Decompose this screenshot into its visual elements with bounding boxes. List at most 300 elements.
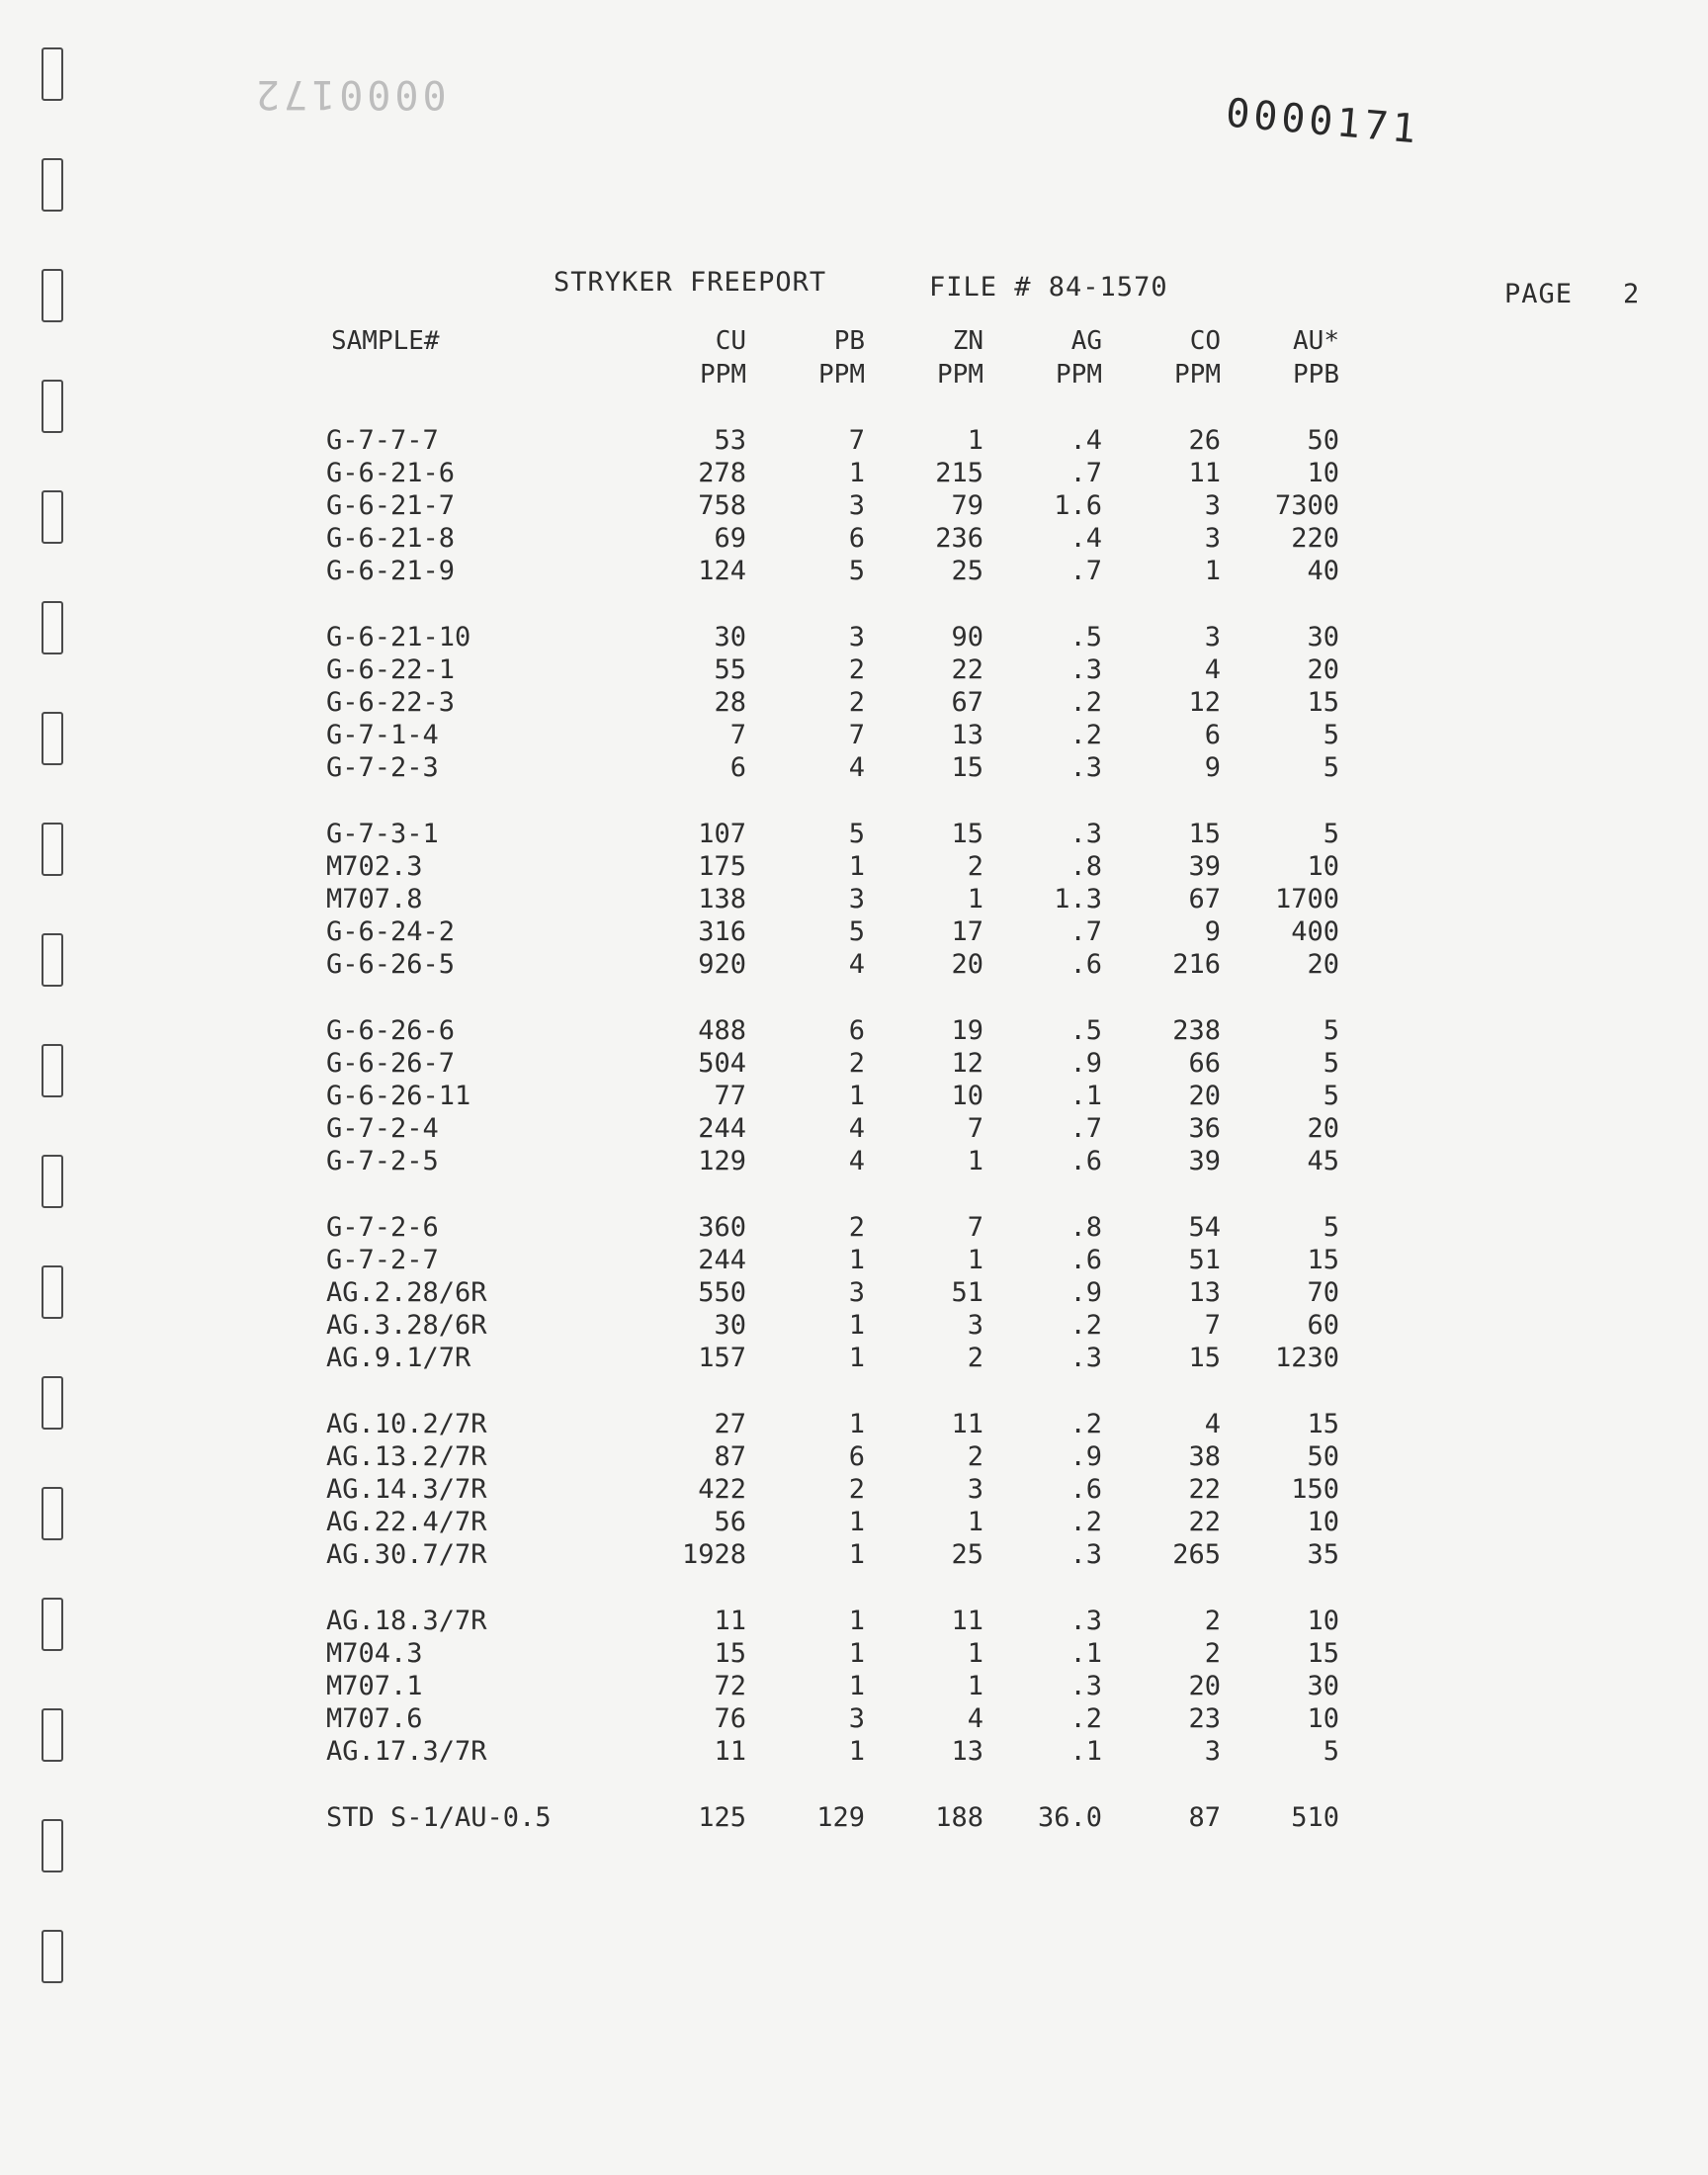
cell-pb: 1 <box>848 1671 865 1701</box>
cell-co: 20 <box>1188 1671 1221 1701</box>
cell-cu: 125 <box>698 1802 746 1833</box>
table-row <box>0 458 1708 489</box>
cell-cu: 1928 <box>681 1539 746 1570</box>
cell-sample: M707.8 <box>326 884 423 914</box>
cell-au: 5 <box>1323 1736 1339 1767</box>
cell-pb: 7 <box>848 720 865 750</box>
cell-ag: .2 <box>1069 1409 1102 1439</box>
table-row <box>0 1703 1708 1735</box>
table-row <box>0 654 1708 686</box>
table-row <box>0 949 1708 981</box>
cell-pb: 2 <box>848 654 865 685</box>
cell-co: 54 <box>1188 1212 1221 1243</box>
cell-au: 400 <box>1291 916 1339 947</box>
cell-pb: 1 <box>848 1606 865 1636</box>
cell-sample: M702.3 <box>326 851 423 882</box>
cell-co: 4 <box>1204 654 1221 685</box>
table-row <box>0 1113 1708 1145</box>
column-header-label: CO <box>1189 326 1221 356</box>
cell-co: 38 <box>1188 1441 1221 1472</box>
cell-sample: AG.9.1/7R <box>326 1343 471 1373</box>
cell-au: 30 <box>1307 1671 1339 1701</box>
cell-zn: 1 <box>967 1638 983 1669</box>
cell-zn: 188 <box>935 1802 983 1833</box>
column-header-unit: PPM <box>937 360 983 390</box>
cell-pb: 4 <box>848 752 865 783</box>
cell-zn: 2 <box>967 1343 983 1373</box>
cell-ag: .6 <box>1069 1474 1102 1505</box>
cell-zn: 2 <box>967 851 983 882</box>
cell-sample: G-7-7-7 <box>326 425 439 456</box>
cell-ag: .3 <box>1069 752 1102 783</box>
table-row <box>0 1146 1708 1177</box>
cell-co: 265 <box>1172 1539 1221 1570</box>
cell-sample: AG.18.3/7R <box>326 1606 487 1636</box>
cell-sample: AG.14.3/7R <box>326 1474 487 1505</box>
cell-ag: .2 <box>1069 1310 1102 1341</box>
cell-ag: .5 <box>1069 622 1102 652</box>
cell-au: 5 <box>1323 1212 1339 1243</box>
column-header-label: PB <box>833 326 865 356</box>
table-row <box>0 819 1708 850</box>
cell-au: 50 <box>1307 425 1339 456</box>
cell-sample: G-7-3-1 <box>326 819 439 849</box>
cell-co: 22 <box>1188 1507 1221 1537</box>
cell-ag: .1 <box>1069 1638 1102 1669</box>
cell-au: 220 <box>1291 523 1339 554</box>
cell-au: 5 <box>1323 1048 1339 1079</box>
cell-cu: 758 <box>698 490 746 521</box>
cell-co: 39 <box>1188 1146 1221 1176</box>
cell-ag: .7 <box>1069 916 1102 947</box>
cell-ag: .3 <box>1069 1671 1102 1701</box>
cell-co: 3 <box>1204 622 1221 652</box>
cell-co: 15 <box>1188 819 1221 849</box>
cell-cu: 55 <box>714 654 746 685</box>
cell-co: 1 <box>1204 556 1221 586</box>
cell-co: 67 <box>1188 884 1221 914</box>
cell-co: 36 <box>1188 1113 1221 1144</box>
cell-sample: G-6-21-9 <box>326 556 456 586</box>
cell-pb: 1 <box>848 1507 865 1537</box>
cell-sample: AG.3.28/6R <box>326 1310 487 1341</box>
cell-au: 5 <box>1323 1015 1339 1046</box>
cell-zn: 25 <box>951 1539 983 1570</box>
cell-cu: 504 <box>698 1048 746 1079</box>
bleed-through-stamp: 0000172 <box>252 71 447 117</box>
cell-sample: AG.10.2/7R <box>326 1409 487 1439</box>
cell-sample: G-6-21-10 <box>326 622 471 652</box>
cell-co: 2 <box>1204 1606 1221 1636</box>
table-row <box>0 752 1708 784</box>
cell-pb: 2 <box>848 687 865 718</box>
cell-pb: 1 <box>848 1081 865 1111</box>
cell-pb: 3 <box>848 1703 865 1734</box>
column-header-label: AG <box>1070 326 1102 356</box>
cell-sample: M704.3 <box>326 1638 423 1669</box>
cell-au: 5 <box>1323 819 1339 849</box>
table-row <box>0 1212 1708 1244</box>
cell-sample: AG.17.3/7R <box>326 1736 487 1767</box>
cell-ag: .8 <box>1069 1212 1102 1243</box>
cell-co: 9 <box>1204 916 1221 947</box>
table-row <box>0 1048 1708 1080</box>
cell-cu: 69 <box>714 523 746 554</box>
cell-cu: 87 <box>714 1441 746 1472</box>
table-row <box>0 1409 1708 1440</box>
cell-cu: 7 <box>729 720 746 750</box>
cell-sample: G-6-22-1 <box>326 654 456 685</box>
column-header-label: CU <box>715 326 746 356</box>
cell-ag: .3 <box>1069 1343 1102 1373</box>
cell-au: 1700 <box>1274 884 1339 914</box>
cell-pb: 4 <box>848 949 865 980</box>
table-row <box>0 720 1708 751</box>
cell-sample: G-6-26-6 <box>326 1015 456 1046</box>
cell-cu: 138 <box>698 884 746 914</box>
cell-sample: G-6-26-11 <box>326 1081 471 1111</box>
cell-au: 10 <box>1307 851 1339 882</box>
company-name: STRYKER FREEPORT <box>554 267 827 298</box>
cell-pb: 2 <box>848 1474 865 1505</box>
cell-pb: 1 <box>848 1245 865 1275</box>
cell-ag: .2 <box>1069 720 1102 750</box>
cell-co: 216 <box>1172 949 1221 980</box>
cell-co: 3 <box>1204 1736 1221 1767</box>
cell-pb: 3 <box>848 490 865 521</box>
cell-zn: 10 <box>951 1081 983 1111</box>
cell-cu: 11 <box>714 1606 746 1636</box>
cell-zn: 11 <box>951 1606 983 1636</box>
column-header-label: ZN <box>952 326 983 356</box>
column-header-unit: PPM <box>1056 360 1102 390</box>
cell-sample: G-6-21-7 <box>326 490 456 521</box>
cell-cu: 920 <box>698 949 746 980</box>
cell-au: 7300 <box>1274 490 1339 521</box>
column-header-unit: PPM <box>818 360 865 390</box>
cell-au: 15 <box>1307 1409 1339 1439</box>
cell-cu: 27 <box>714 1409 746 1439</box>
cell-sample: G-6-24-2 <box>326 916 456 947</box>
column-header-sample: SAMPLE# <box>331 326 440 356</box>
column-header-unit: PPM <box>700 360 746 390</box>
table-row <box>0 1474 1708 1506</box>
table-row <box>0 1671 1708 1702</box>
table-row <box>0 1015 1708 1047</box>
cell-cu: 28 <box>714 687 746 718</box>
cell-au: 60 <box>1307 1310 1339 1341</box>
cell-zn: 236 <box>935 523 983 554</box>
cell-zn: 1 <box>967 1507 983 1537</box>
cell-zn: 15 <box>951 819 983 849</box>
cell-sample: G-6-26-5 <box>326 949 456 980</box>
cell-cu: 129 <box>698 1146 746 1176</box>
page-label: PAGE <box>1504 279 1574 309</box>
cell-zn: 7 <box>967 1113 983 1144</box>
cell-cu: 278 <box>698 458 746 488</box>
cell-sample: M707.1 <box>326 1671 423 1701</box>
cell-au: 35 <box>1307 1539 1339 1570</box>
cell-ag: 36.0 <box>1037 1802 1102 1833</box>
cell-zn: 79 <box>951 490 983 521</box>
cell-au: 5 <box>1323 720 1339 750</box>
cell-au: 5 <box>1323 752 1339 783</box>
cell-au: 1230 <box>1274 1343 1339 1373</box>
cell-zn: 67 <box>951 687 983 718</box>
cell-zn: 1 <box>967 425 983 456</box>
cell-cu: 316 <box>698 916 746 947</box>
cell-co: 9 <box>1204 752 1221 783</box>
cell-co: 15 <box>1188 1343 1221 1373</box>
cell-zn: 90 <box>951 622 983 652</box>
cell-au: 15 <box>1307 1245 1339 1275</box>
cell-pb: 5 <box>848 916 865 947</box>
cell-ag: .5 <box>1069 1015 1102 1046</box>
cell-ag: 1.3 <box>1054 884 1102 914</box>
cell-co: 238 <box>1172 1015 1221 1046</box>
cell-co: 66 <box>1188 1048 1221 1079</box>
cell-au: 15 <box>1307 687 1339 718</box>
cell-zn: 1 <box>967 884 983 914</box>
cell-co: 13 <box>1188 1277 1221 1308</box>
cell-cu: 488 <box>698 1015 746 1046</box>
table-row <box>0 1606 1708 1637</box>
cell-cu: 76 <box>714 1703 746 1734</box>
cell-cu: 6 <box>729 752 746 783</box>
cell-sample: AG.2.28/6R <box>326 1277 487 1308</box>
cell-pb: 5 <box>848 819 865 849</box>
cell-sample: STD S-1/AU-0.5 <box>326 1802 552 1833</box>
cell-sample: G-6-26-7 <box>326 1048 456 1079</box>
cell-ag: .9 <box>1069 1048 1102 1079</box>
cell-pb: 1 <box>848 1409 865 1439</box>
table-row <box>0 1310 1708 1342</box>
cell-ag: .4 <box>1069 523 1102 554</box>
table-row <box>0 556 1708 587</box>
cell-zn: 1 <box>967 1671 983 1701</box>
cell-pb: 2 <box>848 1048 865 1079</box>
cell-ag: .6 <box>1069 1146 1102 1176</box>
cell-cu: 107 <box>698 819 746 849</box>
table-row <box>0 1343 1708 1374</box>
cell-co: 26 <box>1188 425 1221 456</box>
cell-au: 10 <box>1307 1703 1339 1734</box>
cell-cu: 175 <box>698 851 746 882</box>
cell-zn: 11 <box>951 1409 983 1439</box>
cell-pb: 3 <box>848 1277 865 1308</box>
cell-ag: .2 <box>1069 1703 1102 1734</box>
cell-zn: 20 <box>951 949 983 980</box>
cell-ag: .6 <box>1069 949 1102 980</box>
cell-sample: G-6-21-8 <box>326 523 456 554</box>
cell-pb: 129 <box>816 1802 865 1833</box>
cell-au: 20 <box>1307 949 1339 980</box>
cell-zn: 7 <box>967 1212 983 1243</box>
cell-pb: 1 <box>848 851 865 882</box>
cell-sample: AG.13.2/7R <box>326 1441 487 1472</box>
cell-zn: 51 <box>951 1277 983 1308</box>
cell-pb: 1 <box>848 1343 865 1373</box>
page-number: 2 <box>1623 279 1641 309</box>
table-row <box>0 1638 1708 1670</box>
cell-cu: 11 <box>714 1736 746 1767</box>
cell-sample: G-7-2-3 <box>326 752 439 783</box>
cell-au: 30 <box>1307 622 1339 652</box>
cell-co: 51 <box>1188 1245 1221 1275</box>
cell-zn: 22 <box>951 654 983 685</box>
cell-au: 50 <box>1307 1441 1339 1472</box>
cell-zn: 215 <box>935 458 983 488</box>
cell-cu: 124 <box>698 556 746 586</box>
cell-cu: 56 <box>714 1507 746 1537</box>
table-row <box>0 884 1708 915</box>
cell-pb: 5 <box>848 556 865 586</box>
cell-pb: 4 <box>848 1146 865 1176</box>
table-row <box>0 1245 1708 1276</box>
cell-sample: G-6-22-3 <box>326 687 456 718</box>
cell-zn: 1 <box>967 1146 983 1176</box>
cell-co: 7 <box>1204 1310 1221 1341</box>
cell-zn: 4 <box>967 1703 983 1734</box>
cell-zn: 13 <box>951 720 983 750</box>
table-row <box>0 523 1708 555</box>
cell-au: 20 <box>1307 654 1339 685</box>
cell-zn: 15 <box>951 752 983 783</box>
cell-ag: .7 <box>1069 556 1102 586</box>
cell-ag: .1 <box>1069 1081 1102 1111</box>
table-row <box>0 1539 1708 1571</box>
cell-pb: 1 <box>848 1736 865 1767</box>
cell-pb: 4 <box>848 1113 865 1144</box>
cell-sample: G-7-2-4 <box>326 1113 439 1144</box>
table-row <box>0 851 1708 883</box>
table-row <box>0 916 1708 948</box>
cell-zn: 13 <box>951 1736 983 1767</box>
cell-ag: .3 <box>1069 1606 1102 1636</box>
cell-cu: 244 <box>698 1245 746 1275</box>
table-row <box>0 425 1708 457</box>
cell-ag: 1.6 <box>1054 490 1102 521</box>
cell-co: 20 <box>1188 1081 1221 1111</box>
cell-ag: .7 <box>1069 458 1102 488</box>
cell-ag: .1 <box>1069 1736 1102 1767</box>
cell-pb: 7 <box>848 425 865 456</box>
cell-au: 10 <box>1307 1606 1339 1636</box>
cell-zn: 1 <box>967 1245 983 1275</box>
standard-row <box>0 1802 1708 1834</box>
cell-zn: 3 <box>967 1474 983 1505</box>
table-row <box>0 1441 1708 1473</box>
column-header-unit: PPM <box>1174 360 1221 390</box>
cell-au: 20 <box>1307 1113 1339 1144</box>
cell-sample: G-7-2-5 <box>326 1146 439 1176</box>
cell-ag: .3 <box>1069 654 1102 685</box>
cell-pb: 6 <box>848 1441 865 1472</box>
cell-co: 22 <box>1188 1474 1221 1505</box>
cell-ag: .6 <box>1069 1245 1102 1275</box>
cell-ag: .2 <box>1069 1507 1102 1537</box>
table-row <box>0 1507 1708 1538</box>
cell-sample: AG.22.4/7R <box>326 1507 487 1537</box>
cell-pb: 1 <box>848 1310 865 1341</box>
cell-au: 10 <box>1307 458 1339 488</box>
cell-co: 87 <box>1188 1802 1221 1833</box>
cell-zn: 17 <box>951 916 983 947</box>
cell-ag: .4 <box>1069 425 1102 456</box>
cell-pb: 1 <box>848 1638 865 1669</box>
cell-cu: 360 <box>698 1212 746 1243</box>
cell-co: 3 <box>1204 490 1221 521</box>
table-row <box>0 1081 1708 1112</box>
cell-zn: 25 <box>951 556 983 586</box>
cell-cu: 77 <box>714 1081 746 1111</box>
cell-sample: G-6-21-6 <box>326 458 456 488</box>
cell-au: 510 <box>1291 1802 1339 1833</box>
cell-zn: 12 <box>951 1048 983 1079</box>
cell-ag: .3 <box>1069 819 1102 849</box>
cell-zn: 3 <box>967 1310 983 1341</box>
cell-cu: 422 <box>698 1474 746 1505</box>
cell-pb: 6 <box>848 523 865 554</box>
cell-pb: 2 <box>848 1212 865 1243</box>
table-row <box>0 622 1708 653</box>
column-header-label: AU* <box>1293 326 1339 356</box>
cell-cu: 550 <box>698 1277 746 1308</box>
cell-co: 12 <box>1188 687 1221 718</box>
cell-ag: .7 <box>1069 1113 1102 1144</box>
cell-sample: M707.6 <box>326 1703 423 1734</box>
cell-zn: 2 <box>967 1441 983 1472</box>
cell-au: 5 <box>1323 1081 1339 1111</box>
cell-pb: 3 <box>848 622 865 652</box>
column-header-unit: PPB <box>1293 360 1339 390</box>
cell-sample: G-7-2-6 <box>326 1212 439 1243</box>
cell-cu: 244 <box>698 1113 746 1144</box>
cell-co: 11 <box>1188 458 1221 488</box>
table-row <box>0 687 1708 719</box>
file-number: FILE # 84-1570 <box>929 272 1168 303</box>
cell-cu: 30 <box>714 622 746 652</box>
cell-co: 4 <box>1204 1409 1221 1439</box>
cell-pb: 6 <box>848 1015 865 1046</box>
cell-ag: .8 <box>1069 851 1102 882</box>
table-row <box>0 1277 1708 1309</box>
cell-co: 3 <box>1204 523 1221 554</box>
cell-au: 150 <box>1291 1474 1339 1505</box>
cell-pb: 1 <box>848 1539 865 1570</box>
cell-sample: G-7-1-4 <box>326 720 439 750</box>
cell-co: 23 <box>1188 1703 1221 1734</box>
cell-ag: .3 <box>1069 1539 1102 1570</box>
cell-au: 40 <box>1307 556 1339 586</box>
document-number-stamp: 0000171 <box>1224 90 1422 153</box>
cell-cu: 53 <box>714 425 746 456</box>
cell-cu: 30 <box>714 1310 746 1341</box>
cell-cu: 157 <box>698 1343 746 1373</box>
cell-au: 70 <box>1307 1277 1339 1308</box>
cell-cu: 72 <box>714 1671 746 1701</box>
cell-au: 45 <box>1307 1146 1339 1176</box>
cell-ag: .9 <box>1069 1441 1102 1472</box>
cell-zn: 19 <box>951 1015 983 1046</box>
cell-cu: 15 <box>714 1638 746 1669</box>
table-row <box>0 1736 1708 1768</box>
cell-pb: 3 <box>848 884 865 914</box>
cell-au: 10 <box>1307 1507 1339 1537</box>
table-row <box>0 490 1708 522</box>
cell-sample: AG.30.7/7R <box>326 1539 487 1570</box>
cell-sample: G-7-2-7 <box>326 1245 439 1275</box>
